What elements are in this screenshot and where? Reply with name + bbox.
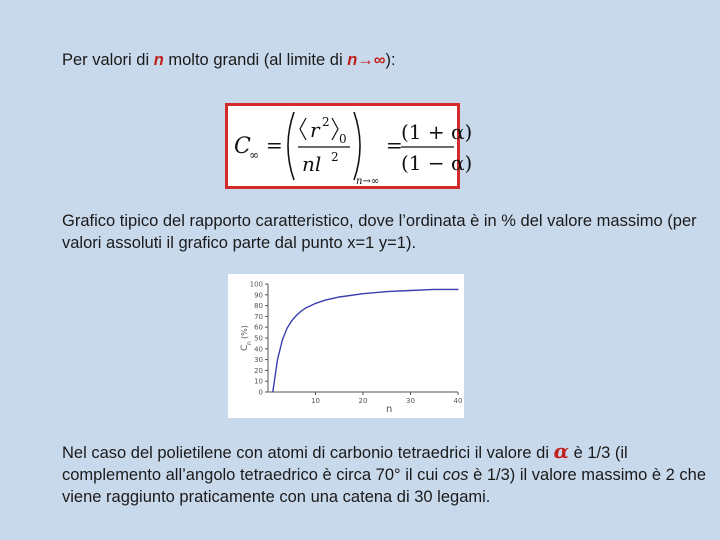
left-angle-bracket — [300, 118, 306, 140]
y-axis-label — [240, 325, 253, 351]
intro-text-1: Per valori di — [62, 51, 154, 69]
formula-limit-sub: n→∞ — [356, 176, 380, 187]
y-tick-label: 90 — [254, 291, 263, 300]
formula-r: r — [310, 118, 320, 142]
series-points — [272, 289, 458, 393]
formula-rhs-num: (1 + α) — [401, 120, 473, 144]
formula-r-sub: 0 — [339, 132, 347, 146]
data-point — [291, 320, 292, 321]
formula-lhs-symbol: C — [234, 134, 251, 159]
data-point — [434, 289, 435, 290]
y-tick-label: 100 — [249, 280, 263, 289]
formula-equals-1: = — [266, 133, 283, 157]
polyethylene-paragraph — [62, 440, 712, 508]
right-paren — [354, 112, 360, 180]
y-axis-label-main: C — [240, 344, 250, 351]
right-angle-bracket — [332, 118, 338, 140]
y-tick-label: 60 — [254, 323, 263, 332]
x-tick-label: 20 — [358, 397, 368, 405]
intro-sentence — [62, 49, 396, 71]
data-point — [286, 328, 287, 329]
y-tick-label: 30 — [254, 356, 263, 365]
characteristic-ratio-formula — [228, 106, 473, 187]
n-symbol: n — [153, 51, 164, 69]
y-tick-label: 0 — [258, 388, 263, 397]
intro-text-2: molto grandi (al limite di — [163, 51, 348, 69]
y-tick-label: 80 — [254, 302, 263, 311]
p3-text-1: Nel caso del polietilene con atomi di carbonio tetraedrici il valore di — [62, 444, 554, 462]
y-tick-label: 20 — [254, 366, 263, 375]
p3-text-2: è 1/3 (il complemento all’angolo tetraedrico è circa 70° il cui — [62, 444, 628, 484]
p3-text-3: è 1/3) il valore massimo è 2 che viene raggiunto praticamente con una catena di 30 legami. — [62, 466, 707, 506]
formula-nl-exp: 2 — [331, 150, 339, 164]
data-point — [305, 307, 306, 308]
limit-expression: n→∞ — [347, 51, 386, 69]
y-axis-ticks — [250, 281, 268, 397]
data-point — [386, 291, 387, 292]
alpha-symbol: α — [553, 439, 569, 463]
data-point — [301, 310, 302, 311]
x-tick-label: 40 — [453, 397, 463, 405]
data-point — [310, 305, 311, 306]
y-axis-label-sub: n — [246, 341, 253, 345]
y-axis-label-suffix: (%) — [240, 325, 249, 339]
data-point — [410, 290, 411, 291]
data-point — [282, 340, 283, 341]
intro-text-3: ): — [385, 51, 396, 69]
x-axis-label: n — [386, 404, 393, 415]
formula-rhs-den: (1 − α) — [401, 151, 473, 175]
formula-nl: nl — [302, 152, 322, 176]
data-point — [315, 303, 316, 304]
chart-panel — [228, 274, 464, 418]
data-point — [272, 391, 273, 392]
y-tick-label: 10 — [254, 377, 263, 386]
formula-r-exp: 2 — [322, 115, 330, 129]
formula-box — [225, 103, 473, 189]
series-line — [273, 289, 458, 392]
left-paren — [288, 112, 294, 180]
y-tick-label: 40 — [254, 345, 263, 354]
x-tick-label: 30 — [406, 397, 415, 405]
data-point — [362, 293, 363, 294]
data-point — [296, 315, 297, 316]
data-point — [457, 289, 458, 290]
data-point — [277, 359, 278, 360]
data-point — [339, 296, 340, 297]
formula-equals-2: = — [386, 133, 403, 157]
characteristic-ratio-chart — [228, 274, 464, 418]
formula-lhs-subscript: ∞ — [249, 148, 259, 162]
x-tick-label: 10 — [311, 397, 320, 405]
chart-description: Grafico tipico del rapporto caratteristico, dove l’ordinata è in % del valore massimo (per valori assoluti il grafico parte dal punto x=1 y=1). — [62, 212, 697, 252]
cos-word: cos — [442, 466, 469, 484]
y-tick-label: 70 — [254, 312, 263, 321]
y-tick-label: 50 — [254, 334, 263, 343]
data-point — [324, 300, 325, 301]
